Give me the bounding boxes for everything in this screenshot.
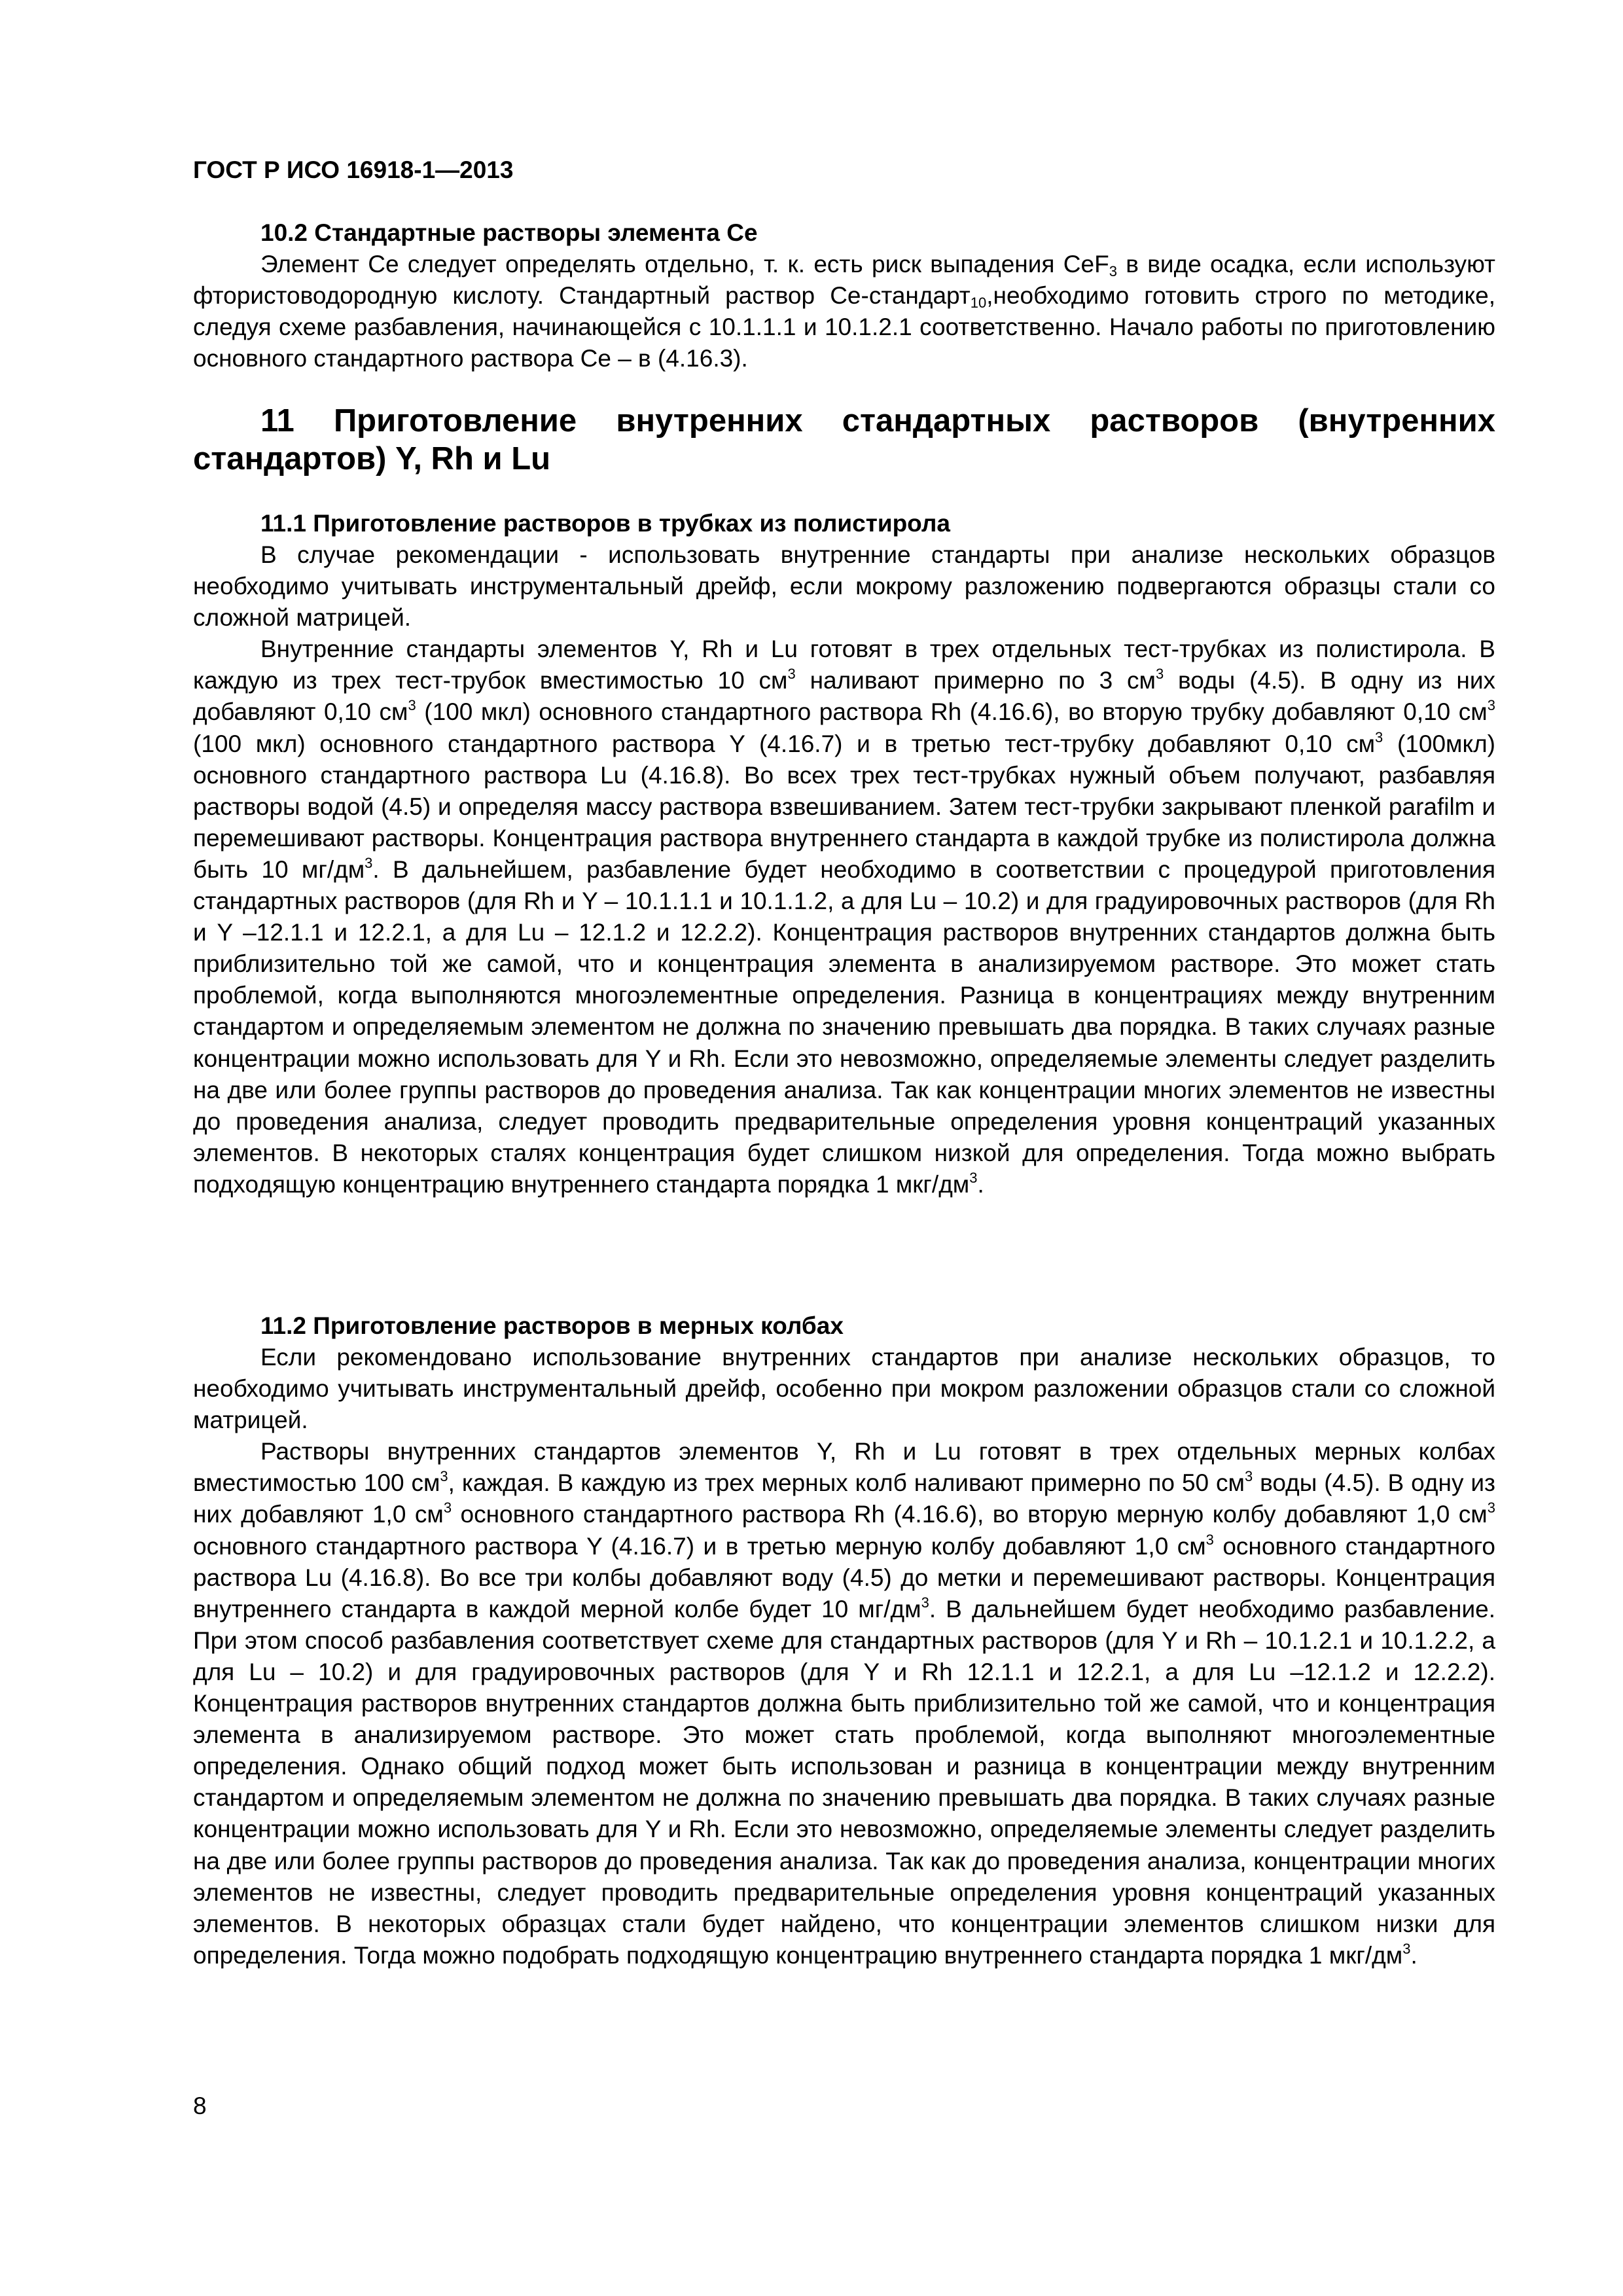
superscript: 3 <box>1244 1468 1253 1485</box>
superscript: 3 <box>969 1169 978 1186</box>
section-11-1-paragraph-2 <box>193 634 1495 1200</box>
text-run: воды (4.5). В одну из них добавляют 1,0 см <box>193 1469 1496 1528</box>
section-10-2 <box>193 217 1495 374</box>
superscript: 3 <box>408 697 416 714</box>
section-11-2-paragraph-2 <box>193 1436 1495 1971</box>
text-run: основного стандартного раствора Rh (4.16.6), во вторую мерную колбу добавляют 1,0 см <box>452 1501 1488 1528</box>
section-11-2-paragraph-1: Если рекомендовано использование внутренних стандартов при анализе нескольких образцов, то необходимо учитывать инструментальный дрейф, особенно при мокром разложении образцов стали со сложной матрицей. <box>193 1344 1495 1434</box>
text-run: . <box>977 1170 984 1198</box>
superscript: 3 <box>921 1594 929 1611</box>
text-run: воды (4.5). В одну из них добавляют 0,10 см <box>193 667 1495 726</box>
text-run: в виде осадка, если используют фтористоводородную кислоту. Стандартный раствор Се-стандарт <box>193 251 1495 310</box>
subscript: 10 <box>970 295 987 312</box>
text-run: наливают примерно по 3 см <box>795 667 1156 694</box>
section-11-1-paragraph-1: В случае рекомендации - использовать внутренние стандарты при анализе нескольких образцов необходимо учитывать инструментальный дрейф, если мокрому разложению подвергаются образцы стали со сложной матрицей. <box>193 541 1495 632</box>
text-run: основного стандартного раствора Lu (4.16.8). Во все три колбы добавляют воду (4.5) до метки и перемешивают растворы. Концентрация внутреннего стандарта в каждой мерной колбе будет 10 мг/дм <box>193 1532 1495 1623</box>
standard-id-header: ГОСТ Р ИСО 16918-1—2013 <box>193 156 514 183</box>
superscript: 3 <box>1487 697 1495 714</box>
text-run: Элемент Се следует определять отдельно, т. к. есть риск выпадения CeF <box>260 251 1109 278</box>
section-10-2-paragraph <box>193 249 1495 374</box>
subscript: 3 <box>1109 263 1117 279</box>
superscript: 3 <box>440 1468 448 1485</box>
section-11-2-title: 11.2 Приготовление растворов в мерных колбах <box>260 1312 844 1339</box>
section-11-1 <box>193 508 1495 1200</box>
document-page <box>193 0 1495 2296</box>
superscript: 3 <box>1487 1499 1495 1516</box>
text-run: . В дальнейшем будет необходимо разбавление. При этом способ разбавления соответствует схеме для стандартных растворов (для Y и Rh – 10.1.2.1 и 10.1.2.2, а для Lu – 10.2) и для градуировочных растворов (для Y и Rh 12.1.1 и 12.2.1, а для Lu –12.1.2 и 12.2.2). Концентрация растворов внутренних стандартов должна быть приблизительно той же самой, что и концентрация элемента в анализируемом растворе. Это может стать проблемой, когда выполняют многоэлементные определения. Однако общий подход может быть использован и разница в концентрации между внутренним стандартом и определяемым элементом не должна по значению превышать два порядка. В таких случаях разные концентрации можно использовать для Y и Rh. Если это невозможно, определяемые элементы следует разделить на две или более группы растворов до проведения анализа. Так как до проведения анализа, концентрации многих элементов не известны, следует проводить предварительные определения уровня концентраций указанных элементов. В некоторых образцах стали будет найдено, что концентрации элементов слишком низки для определения. Тогда можно подобрать подходящую концентрацию внутреннего стандарта порядка 1 мкг/дм <box>193 1595 1495 1969</box>
text-run: (100 мкл) основного стандартного раствора Rh (4.16.6), во вторую трубку добавляют 0,10 см <box>416 698 1488 726</box>
superscript: 3 <box>1155 666 1164 683</box>
section-11-title: 11 Приготовление внутренних стандартных растворов (внутренних стандартов) Y, Rh и Lu <box>193 403 1495 476</box>
text-run: Растворы внутренних стандартов элементов Y, Rh и Lu готовят в трех отдельных мерных колбах вместимостью 100 см <box>193 1438 1495 1497</box>
text-run: , каждая. В каждую из трех мерных колб наливают примерно по 50 см <box>448 1469 1245 1497</box>
text-run: Внутренние стандарты элементов Y, Rh и Lu готовят в трех отдельных тест-трубках из полистирола. В каждую из трех тест-трубок вместимостью 10 см <box>193 636 1495 694</box>
text-run: основного стандартного раствора Y (4.16.7) и в третью мерную колбу добавляют 1,0 см <box>193 1532 1206 1560</box>
text-run: (100 мкл) основного стандартного раствора Y (4.16.7) и в третью тест-трубку добавляют 0,10 см <box>193 730 1376 757</box>
text-run: ,необходимо готовить строго по методике, следуя схеме разбавления, начинающейся с 10.1.1.1 и 10.1.2.1 соответственно. Начало работы по приготовлению основного стандартного раствора Се – в (4.16.3). <box>193 282 1495 372</box>
section-11 <box>193 402 1495 478</box>
superscript: 3 <box>1402 1940 1411 1957</box>
section-10-2-title: 10.2 Стандартные растворы элемента Се <box>260 219 758 246</box>
superscript: 3 <box>443 1499 452 1516</box>
section-11-1-title: 11.1 Приготовление растворов в трубках из полистирола <box>260 510 950 537</box>
section-11-2 <box>193 1310 1495 1971</box>
text-run: . В дальнейшем, разбавление будет необходимо в соответствии с процедурой приготовления стандартных растворов (для Rh и Y – 10.1.1.1 и 10.1.1.2, а для Lu – 10.2) и для градуировочных растворов (для Rh и Y –12.1.1 и 12.2.1, а для Lu – 12.1.2 и 12.2.2). Концентрация растворов внутренних стандартов должна быть приблизительно той же самой, что и концентрация элемента в анализируемом растворе. Это может стать проблемой, когда выполняются многоэлементные определения. Разница в концентрациях между внутренним стандартом и определяемым элементом не должна по значению превышать два порядка. В таких случаях разные концентрации можно использовать для Y и Rh. Если это невозможно, определяемые элементы следует разделить на две или более группы растворов до проведения анализа. Так как концентрации многих элементов не известны до проведения анализа, следует проводить предварительные определения уровня концентраций указанных элементов. В некоторых сталях концентрация будет слишком низкой для определения. Тогда можно выбрать подходящую концентрацию внутреннего стандарта порядка 1 мкг/дм <box>193 855 1495 1198</box>
text-run: (100мкл) основного стандартного раствора Lu (4.16.8). Во всех трех тест-трубках нужный объем получают, разбавляя растворы водой (4.5) и определяя массу раствора взвешиванием. Затем тест-трубки закрывают пленкой parafilm и перемешивают растворы. Концентрация раствора внутреннего стандарта в каждой трубке из полистирола должна быть 10 мг/дм <box>193 730 1495 883</box>
text-run: . <box>1410 1941 1418 1969</box>
superscript: 3 <box>1375 728 1383 745</box>
superscript: 3 <box>787 666 796 683</box>
superscript: 3 <box>1205 1531 1214 1548</box>
superscript: 3 <box>365 854 373 871</box>
page-number: 8 <box>193 2092 207 2119</box>
